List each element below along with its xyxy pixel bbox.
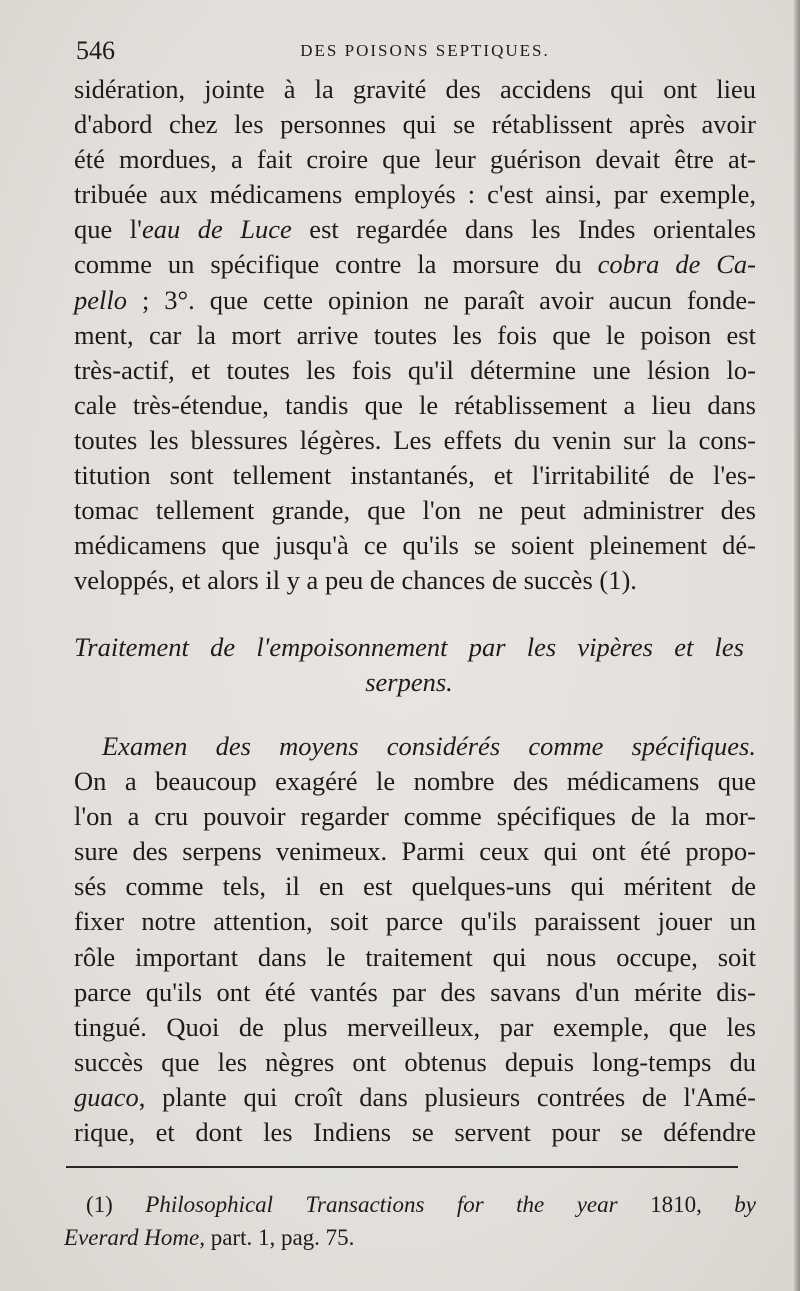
text-line (74, 1080, 756, 1115)
heading-line: Traitement de l'empoisonnement par les vipères et les (74, 632, 744, 662)
text-line: fixer notre attention, soit parce qu'ils paraissent jouer un (74, 906, 756, 937)
footnote-divider (66, 1166, 738, 1168)
text-segment: ; 3°. que cette opinion ne paraît avoir aucun fonde- (127, 284, 756, 315)
footnote-title: Philosophical Transactions for the year (145, 1192, 618, 1217)
text-line: été mordues, a fait croire que leur guérison devait être at- (74, 144, 756, 175)
running-title: DES POISONS SEPTIQUES. (300, 41, 550, 60)
text-line: médicamens que jusqu'à ce qu'ils se soient pleinement dé- (74, 530, 756, 561)
text-line: parce qu'ils ont été vantés par des savans d'un mérite dis- (74, 976, 756, 1007)
text-line: titution sont tellement instantanés, et l'irritabilité de l'es- (74, 460, 756, 491)
footnote-line (64, 1188, 756, 1221)
footnote-marker: (1) (86, 1192, 113, 1217)
paragraph-1 (74, 72, 756, 598)
text-line: sés comme tels, il en est quelques-uns qui méritent de (74, 871, 756, 902)
text-line: tribuée aux médicamens employés : c'est ainsi, par exemple, (74, 179, 756, 210)
text-line: tingué. Quoi de plus merveilleux, par exemple, que les (74, 1011, 756, 1042)
text-line: cale très-étendue, tandis que le rétablissement a lieu dans (74, 389, 756, 420)
text-line: sidération, jointe à la gravité des accidens qui ont lieu (74, 74, 756, 104)
section-heading (74, 630, 744, 700)
italic-term: guaco (74, 1081, 139, 1112)
text-line (74, 212, 756, 247)
text-line: d'abord chez les personnes qui se rétablissent après avoir (74, 109, 756, 140)
text-line: toutes les blessures légères. Les effets du venin sur la cons- (74, 424, 756, 455)
footnote-year: 1810, (650, 1192, 702, 1217)
text-line (74, 247, 756, 282)
footnote-line (64, 1221, 756, 1254)
lead-line (74, 729, 756, 764)
section-lead: Examen des moyens considérés comme spécifiques. (102, 731, 756, 761)
italic-term: pello (74, 284, 127, 315)
italic-term: cobra de Ca- (597, 249, 756, 280)
text-line: sure des serpens venimeux. Parmi ceux qui ont été propo- (74, 836, 756, 867)
text-segment: est regardée dans les Indes orientales (291, 214, 756, 245)
text-segment: , plante qui croît dans plusieurs contrées de l'Amé- (138, 1081, 756, 1112)
footnote (64, 1188, 756, 1254)
text-line: ment, car la mort arrive toutes les fois que le poison est (74, 319, 756, 350)
page-number: 546 (76, 36, 115, 65)
italic-term: eau de Luce (141, 214, 292, 245)
text-line: rique, et dont les Indiens se servent pour se défendre (74, 1117, 756, 1148)
text-line (74, 283, 756, 318)
heading-line: serpens. (365, 667, 453, 698)
text-line: rôle important dans le traitement qui nous occupe, soit (74, 941, 756, 972)
page-header (76, 36, 756, 66)
text-line: veloppés, et alors il y a peu de chances de succès (1). (74, 565, 637, 596)
text-line: succès que les nègres ont obtenus depuis long-temps du (74, 1046, 756, 1077)
paragraph-2 (74, 729, 756, 1150)
text-line: tomac tellement grande, que l'on ne peut administrer des (74, 495, 756, 526)
page-edge-shadow (794, 0, 800, 1291)
footnote-reference: part. 1, pag. 75. (210, 1225, 355, 1250)
text-line: très-actif, et toutes les fois qu'il détermine une lésion lo- (74, 354, 756, 385)
text-segment: comme un spécifique contre la morsure du (74, 249, 598, 280)
text-line: On a beaucoup exagéré le nombre des médicamens que (74, 766, 756, 797)
text-line: l'on a cru pouvoir regarder comme spécifiques de la mor- (74, 801, 756, 832)
footnote-by: by (734, 1192, 756, 1217)
text-segment: que l' (74, 214, 142, 245)
footnote-author: Everard Home, (64, 1225, 205, 1250)
